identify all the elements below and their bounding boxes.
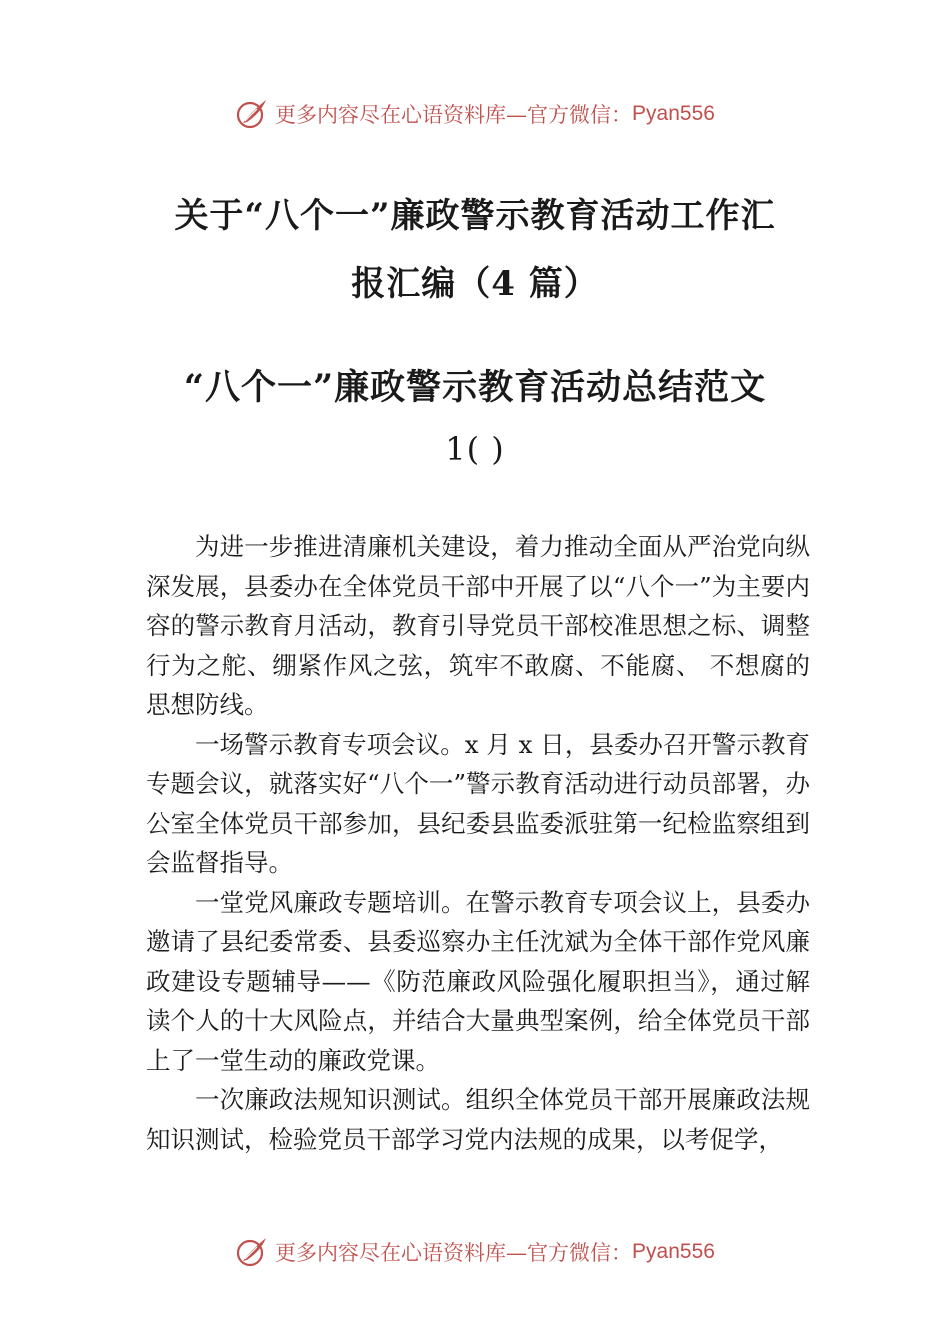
quill-pen-icon	[235, 1235, 269, 1269]
article-number: 1( )	[445, 430, 505, 468]
body-paragraph: 一堂党风廉政专题培训。在警示教育专项会议上，县委办邀请了县纪委常委、县委巡察办主任沈斌为全体干部作党风廉政建设专题辅导——《防范廉政风险强化履职担当》，通过解读个人的十大风险点，并结合大量典型案例，给全体党员干部上了一堂生动的廉政党课。	[146, 887, 810, 1075]
document-title-line-2: 报汇编（4 篇）	[351, 264, 599, 304]
article-heading: “八个一”廉政警示教育活动总结范文	[183, 367, 767, 408]
header-banner-id: Pyan556	[632, 102, 715, 125]
body-paragraph: 为进一步推进清廉机关建设，着力推动全面从严治党向纵深发展，县委办在全体党员干部中开展了以“八个一”为主要内容的警示教育月活动，教育引导党员干部校准思想之标、调整行为之舵、绷紧作风之弦，筑牢不敢腐、不能腐、 不想腐的思想防线。	[146, 532, 810, 719]
body-paragraph: 一次廉政法规知识测试。组织全体党员干部开展廉政法规知识测试，检验党员干部学习党内法规的成果，以考促学，	[146, 1085, 810, 1154]
document-title-line-1: 关于“八个一”廉政警示教育活动工作汇	[174, 196, 776, 236]
quill-pen-icon	[235, 97, 269, 131]
body-paragraph: 一场警示教育专项会议。x 月 x 日，县委办召开警示教育专题会议，就落实好“八个一”警示教育活动进行动员部署，办公室全体党员干部参加，县纪委县监委派驻第一纪检监察组到会监督指导。	[146, 729, 810, 877]
header-banner-text: 更多内容尽在心语资料库—官方微信：	[275, 103, 633, 127]
header-banner	[0, 94, 950, 134]
article-body	[146, 527, 810, 1159]
footer-banner-text: 更多内容尽在心语资料库—官方微信：	[275, 1241, 633, 1265]
footer-banner-id: Pyan556	[632, 1240, 715, 1263]
footer-banner	[0, 1232, 950, 1272]
